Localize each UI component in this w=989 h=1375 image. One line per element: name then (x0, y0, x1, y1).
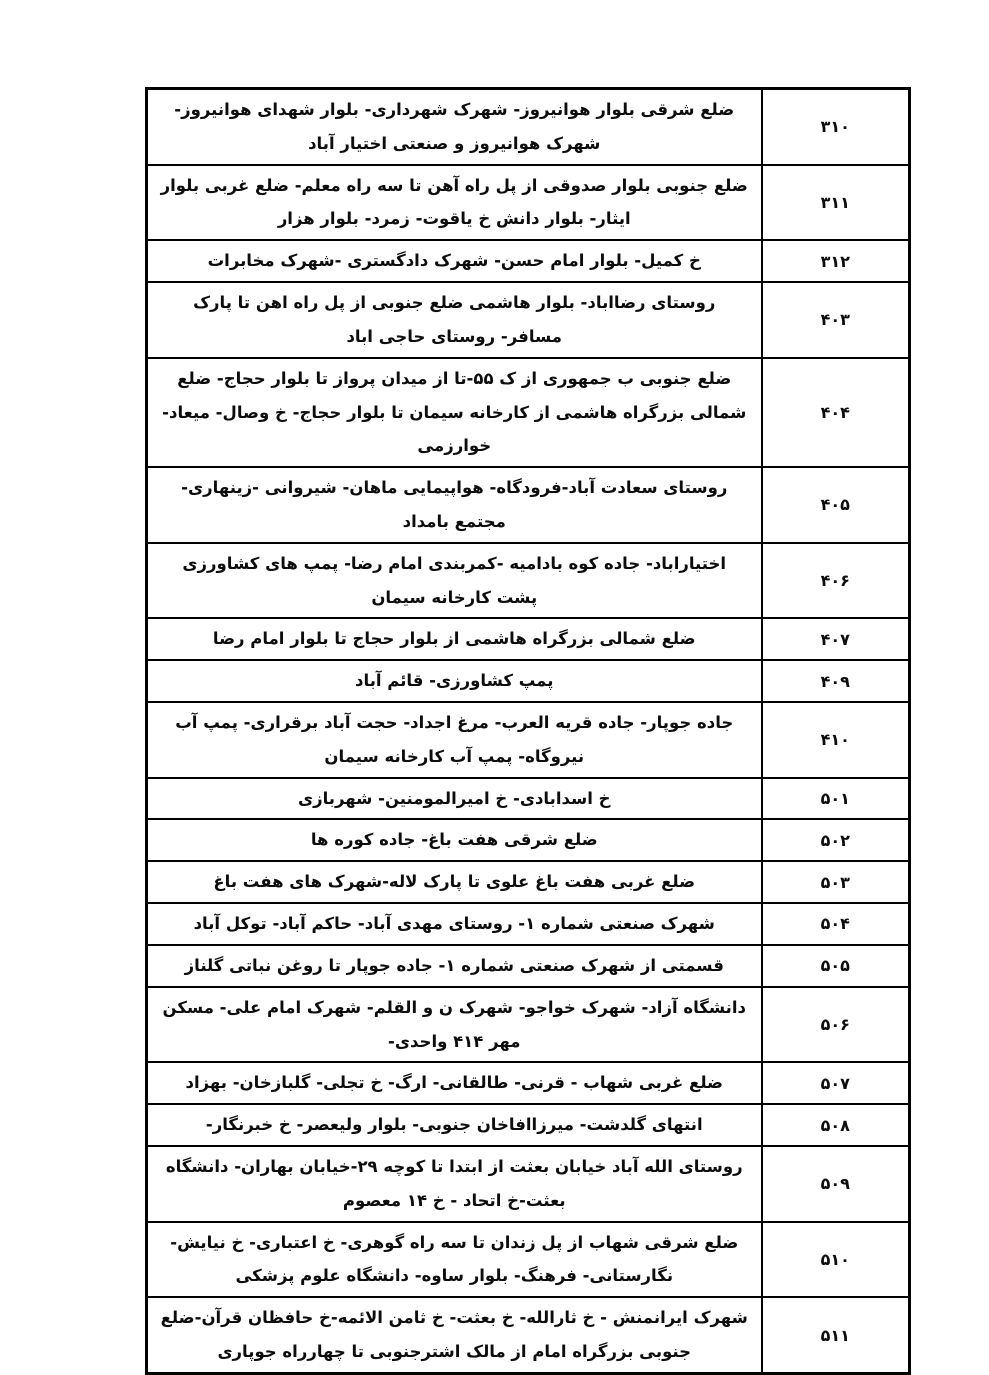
table-row (147, 618, 910, 660)
zone-description: روستای رضااباد- بلوار هاشمی ضلع جنوبی از پل راه اهن تا پارک مسافر- روستای حاجی اباد (147, 282, 762, 358)
zone-code: ۵۰۱ (762, 778, 910, 820)
zone-code: ۵۰۵ (762, 945, 910, 987)
zone-description: خ اسدابادی- خ امیرالمومنین- شهربازی (147, 778, 762, 820)
table-row (147, 861, 910, 903)
zone-description: ضلع جنوبی بلوار صدوقی از پل راه آهن تا سه راه معلم- ضلع غربی بلوار ایثار- بلوار دانش خ یاقوت- زمرد- بلوار هزار (147, 165, 762, 241)
zone-code: ۴۰۷ (762, 618, 910, 660)
table-row (147, 165, 910, 241)
table-row (147, 543, 910, 619)
table-row (147, 702, 910, 778)
table-row (147, 1062, 910, 1104)
zone-description: انتهای گلدشت- میرزاافاخان جنوبی- بلوار ولیعصر- خ خبرنگار- (147, 1104, 762, 1146)
zone-code: ۵۰۳ (762, 861, 910, 903)
zones-table-container (145, 87, 911, 1375)
zone-description: ضلع غربی هفت باغ علوی تا پارک لاله-شهرک های هفت باغ (147, 861, 762, 903)
zone-code: ۵۱۰ (762, 1222, 910, 1298)
zone-code: ۵۰۷ (762, 1062, 910, 1104)
table-row (147, 819, 910, 861)
zone-code: ۳۱۱ (762, 165, 910, 241)
zone-description: ضلع غربی شهاب - قرنی- طالقانی- ارگ- خ تجلی- گلبازخان- بهزاد (147, 1062, 762, 1104)
zone-code: ۵۰۹ (762, 1146, 910, 1222)
zone-code: ۴۰۹ (762, 660, 910, 702)
zone-code: ۳۱۲ (762, 240, 910, 282)
table-row (147, 1297, 910, 1373)
zone-code: ۴۰۶ (762, 543, 910, 619)
zone-description: دانشگاه آزاد- شهرک خواجو- شهرک ن و القلم- شهرک امام علی- مسکن مهر ۴۱۴ واحدی- (147, 987, 762, 1063)
zone-code: ۵۰۸ (762, 1104, 910, 1146)
zone-description: اختیاراباد- جاده کوه بادامیه -کمربندی امام رضا- پمپ های کشاورزی پشت کارخانه سیمان (147, 543, 762, 619)
zone-code: ۴۰۳ (762, 282, 910, 358)
zone-description: ضلع شرقی هفت باغ- جاده کوره ها (147, 819, 762, 861)
zone-description: خ کمیل- بلوار امام حسن- شهرک دادگستری -شهرک مخابرات (147, 240, 762, 282)
zone-code: ۵۰۴ (762, 903, 910, 945)
zone-description: ضلع شرقی شهاب از پل زندان تا سه راه گوهری- خ اعتباری- خ نیایش- نگارستانی- فرهنگ- بلوار ساوه- دانشگاه علوم پزشکی (147, 1222, 762, 1298)
zone-code: ۴۱۰ (762, 702, 910, 778)
table-row (147, 987, 910, 1063)
table-row (147, 467, 910, 543)
table-row (147, 1104, 910, 1146)
table-row (147, 282, 910, 358)
table-row (147, 1222, 910, 1298)
zone-code: ۴۰۵ (762, 467, 910, 543)
zone-description: روستای الله آباد خیابان بعثت از ابتدا تا کوچه ۲۹-خیابان بهاران- دانشگاه بعثت-خ اتحاد - خ ۱۴ معصوم (147, 1146, 762, 1222)
zone-code: ۵۰۶ (762, 987, 910, 1063)
table-row (147, 903, 910, 945)
zone-code: ۵۱۱ (762, 1297, 910, 1373)
table-row (147, 358, 910, 467)
zone-description: ضلع شرقی بلوار هوانیروز- شهرک شهرداری- بلوار شهدای هوانیروز- شهرک هوانیروز و صنعتی اختیار آباد (147, 89, 762, 165)
zone-description: ضلع شمالی بزرگراه هاشمی از بلوار حجاج تا بلوار امام رضا (147, 618, 762, 660)
zone-description: قسمتی از شهرک صنعتی شماره ۱- جاده جوپار تا روغن نباتی گلناز (147, 945, 762, 987)
table-row (147, 778, 910, 820)
zone-code: ۵۰۲ (762, 819, 910, 861)
zone-description: پمپ کشاورزی- قائم آباد (147, 660, 762, 702)
table-row (147, 240, 910, 282)
zone-code: ۳۱۰ (762, 89, 910, 165)
table-row (147, 89, 910, 165)
zone-description: جاده جوپار- جاده قریه العرب- مرغ اجداد- حجت آباد برقراری- پمپ آب نیروگاه- پمپ آب کارخانه سیمان (147, 702, 762, 778)
zone-description: ضلع جنوبی ب جمهوری از ک ۵۵-تا از میدان پرواز تا بلوار حجاج- ضلع شمالی بزرگراه هاشمی از کارخانه سیمان تا بلوار حجاج- خ وصال- میعاد- خوارزمی (147, 358, 762, 467)
zone-description: شهرک ایرانمنش - خ ثارالله- خ بعثت- خ ثامن الائمه-خ حافظان قرآن-ضلع جنوبی بزرگراه امام از مالک اشترجنوبی تا چهارراه جوپاری (147, 1297, 762, 1373)
table-row (147, 660, 910, 702)
table-row (147, 1146, 910, 1222)
zone-code: ۴۰۴ (762, 358, 910, 467)
zones-table (145, 87, 911, 1375)
zone-description: روستای سعادت آباد-فرودگاه- هواپیمایی ماهان- شیروانی -زینهاری- مجتمع بامداد (147, 467, 762, 543)
zone-description: شهرک صنعتی شماره ۱- روستای مهدی آباد- حاکم آباد- توکل آباد (147, 903, 762, 945)
table-row (147, 945, 910, 987)
